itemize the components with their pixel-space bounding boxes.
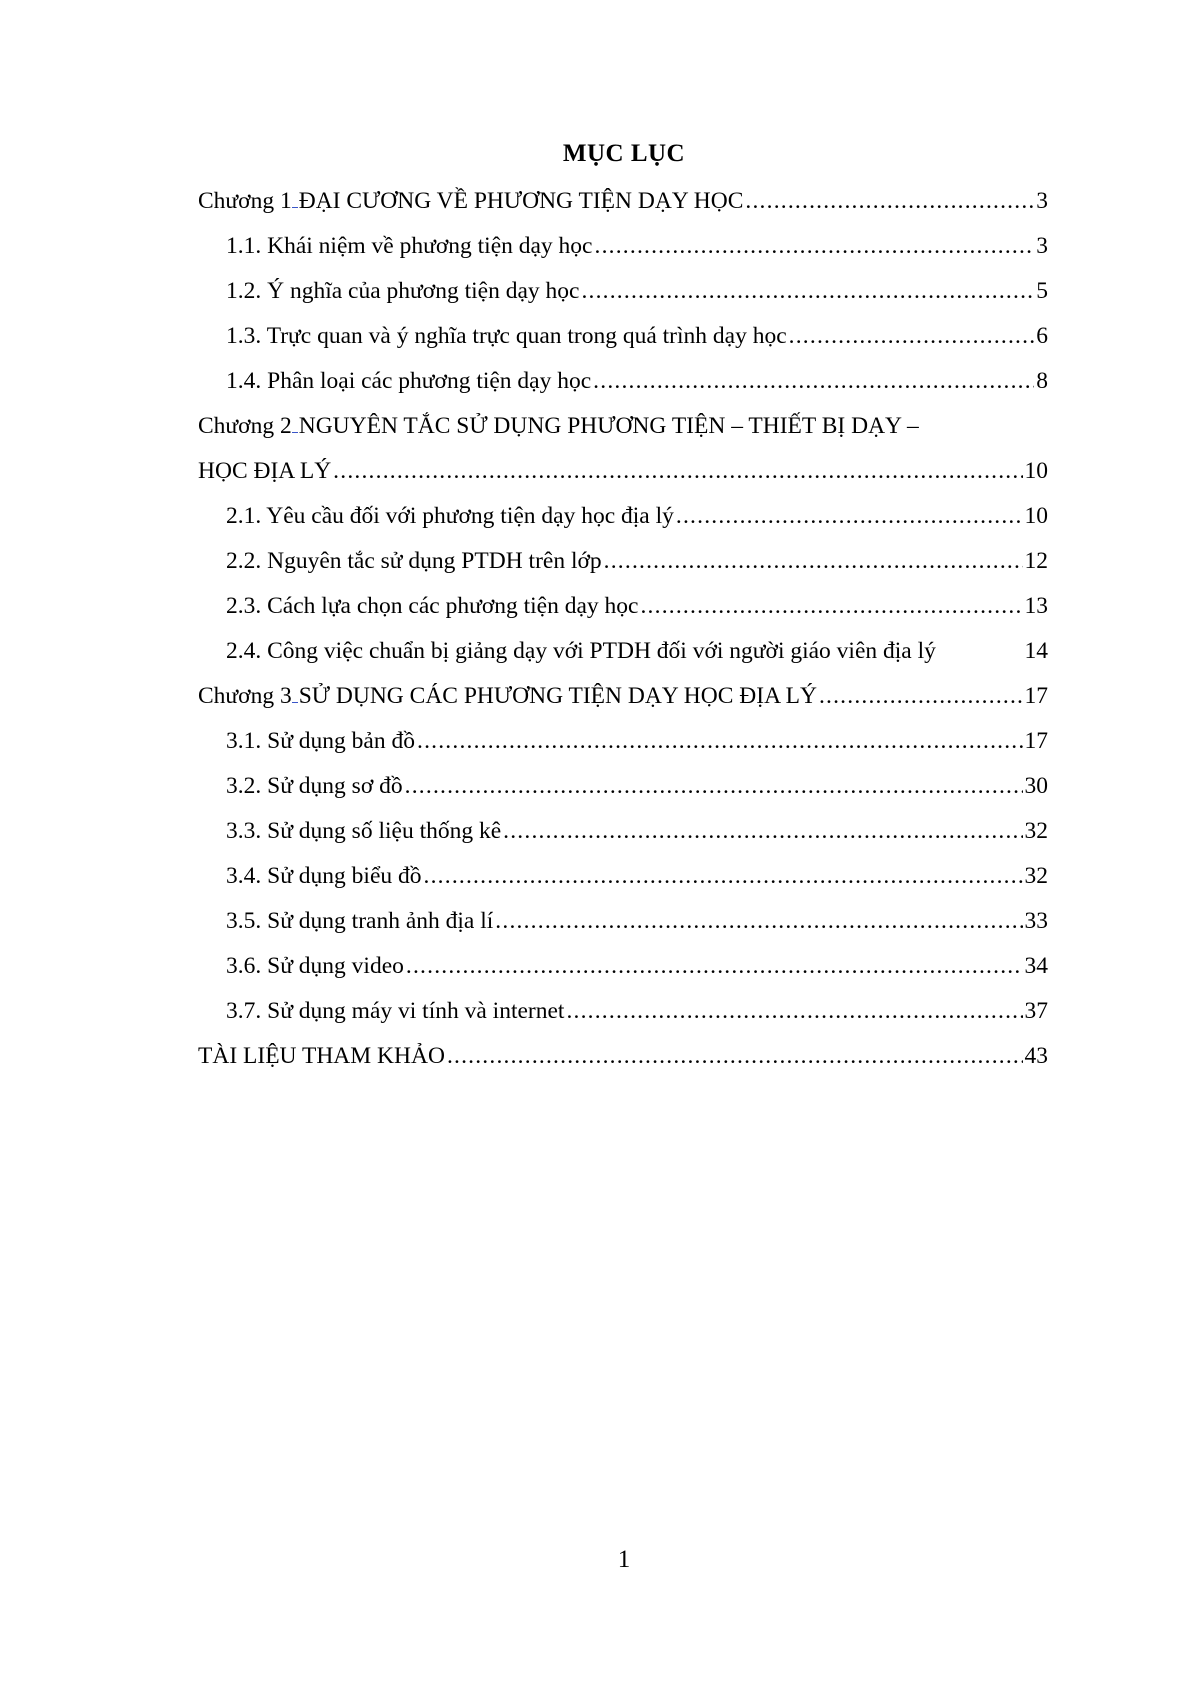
toc-entry-label: 1.4. Phân loại các phương tiện dạy học xyxy=(226,368,592,394)
toc-entry-chapter-2[interactable] xyxy=(198,404,1048,449)
toc-page-number: 30 xyxy=(1024,773,1048,799)
dot-leader xyxy=(745,179,1034,224)
toc-entry-label: 1.3. Trực quan và ý nghĩa trực quan trong quá trình dạy học xyxy=(226,323,787,349)
toc-page-number: 8 xyxy=(1036,368,1048,394)
toc-entry-2-1[interactable] xyxy=(198,494,1048,539)
chapter-title: NGUYÊN TẮC SỬ DỤNG PHƯƠNG TIỆN – THIẾT BỊ DẠY – xyxy=(298,413,919,439)
toc-entry-chapter-3[interactable] xyxy=(198,674,1048,719)
toc-entry-2-4[interactable] xyxy=(198,629,1048,674)
dot-leader xyxy=(640,584,1022,629)
toc-entry-3-2[interactable] xyxy=(198,764,1048,809)
toc-entry-3-7[interactable] xyxy=(198,989,1048,1034)
chapter-number: Chương 3 xyxy=(198,683,292,709)
toc-page-number: 12 xyxy=(1024,548,1048,574)
toc-page-number: 17 xyxy=(1024,728,1048,754)
toc-entry-3-4[interactable] xyxy=(198,854,1048,899)
toc-page-number: 43 xyxy=(1024,1043,1048,1069)
toc-entry-1-4[interactable] xyxy=(198,359,1048,404)
dot-leader xyxy=(595,224,1035,269)
page-number: 1 xyxy=(617,1546,631,1573)
toc-entry-chapter-1[interactable] xyxy=(198,179,1048,224)
toc-entry-label: 2.2. Nguyên tắc sử dụng PTDH trên lớp xyxy=(226,548,602,574)
toc-entry-chapter-2-cont[interactable] xyxy=(198,449,1048,494)
toc-entry-label: 1.2. Ý nghĩa của phương tiện dạy học xyxy=(226,278,580,304)
toc-entry-3-6[interactable] xyxy=(198,944,1048,989)
toc-entry-label: 3.3. Sử dụng số liệu thống kê xyxy=(226,818,502,844)
toc-entry-3-5[interactable] xyxy=(198,899,1048,944)
toc-entry-label: 2.4. Công việc chuẩn bị giảng dạy với PTDH đối với người giáo viên địa lý xyxy=(226,638,936,664)
toc-page-number: 33 xyxy=(1024,908,1048,934)
toc-entry-label: 3.1. Sử dụng bản đồ xyxy=(226,728,415,754)
toc-entry-2-3[interactable] xyxy=(198,584,1048,629)
dot-leader xyxy=(333,449,1022,494)
chapter-title: SỬ DỤNG CÁC PHƯƠNG TIỆN DẠY HỌC ĐỊA LÝ xyxy=(298,683,817,709)
chapter-number: Chương 2 xyxy=(198,413,292,439)
toc-entry-label xyxy=(198,179,743,224)
dot-leader xyxy=(495,899,1022,944)
chapter-number: Chương 1 xyxy=(198,188,292,214)
hyperlink-marker-icon xyxy=(292,418,298,433)
toc-entry-1-1[interactable] xyxy=(198,224,1048,269)
toc-page-number: 3 xyxy=(1036,188,1048,214)
dot-leader xyxy=(593,359,1034,404)
toc-page-number: 10 xyxy=(1024,503,1048,529)
toc-page-number: 14 xyxy=(1024,638,1048,664)
toc-entry-label: 3.5. Sử dụng tranh ảnh địa lí xyxy=(226,908,494,934)
dot-leader xyxy=(417,719,1023,764)
toc-entry-label: HỌC ĐỊA LÝ xyxy=(198,458,332,484)
toc-entry-references[interactable] xyxy=(198,1034,1048,1079)
toc-list xyxy=(198,179,1048,1079)
dot-leader xyxy=(447,1034,1023,1079)
toc-entry-2-2[interactable] xyxy=(198,539,1048,584)
toc-title: MỤC LỤC xyxy=(562,140,686,167)
toc-entry-3-1[interactable] xyxy=(198,719,1048,764)
toc-page-number: 10 xyxy=(1024,458,1048,484)
toc-page-number: 5 xyxy=(1036,278,1048,304)
dot-leader xyxy=(406,944,1023,989)
chapter-title: ĐẠI CƯƠNG VỀ PHƯƠNG TIỆN DẠY HỌC xyxy=(298,188,744,214)
toc-entry-label xyxy=(198,404,919,449)
hyperlink-marker-icon xyxy=(292,193,298,208)
toc-entry-label: 1.1. Khái niệm về phương tiện dạy học xyxy=(226,233,593,259)
toc-page-number: 3 xyxy=(1036,233,1048,259)
toc-page-number: 34 xyxy=(1024,953,1048,979)
dot-leader xyxy=(789,314,1035,359)
dot-leader xyxy=(566,989,1022,1034)
dot-leader xyxy=(604,539,1023,584)
toc-entry-label: 3.2. Sử dụng sơ đồ xyxy=(226,773,403,799)
toc-entry-label: 3.7. Sử dụng máy vi tính và internet xyxy=(226,998,565,1024)
dot-leader xyxy=(676,494,1023,539)
toc-entry-label: TÀI LIỆU THAM KHẢO xyxy=(198,1043,445,1069)
hyperlink-marker-icon xyxy=(292,688,298,703)
dot-leader xyxy=(405,764,1023,809)
toc-entry-label xyxy=(198,674,817,719)
toc-entry-label: 2.3. Cách lựa chọn các phương tiện dạy học xyxy=(226,593,639,619)
toc-entry-label: 2.1. Yêu cầu đối với phương tiện dạy học địa lý xyxy=(226,503,674,529)
dot-leader xyxy=(819,674,1023,719)
toc-page-number: 37 xyxy=(1024,998,1048,1024)
toc-entry-3-3[interactable] xyxy=(198,809,1048,854)
toc-entry-label: 3.6. Sử dụng video xyxy=(226,953,404,979)
toc-entry-1-2[interactable] xyxy=(198,269,1048,314)
dot-leader xyxy=(424,854,1023,899)
toc-entry-label: 3.4. Sử dụng biểu đồ xyxy=(226,863,422,889)
toc-page-number: 6 xyxy=(1036,323,1048,349)
toc-page-number: 32 xyxy=(1024,818,1048,844)
dot-leader xyxy=(581,269,1034,314)
toc-entry-1-3[interactable] xyxy=(198,314,1048,359)
dot-leader xyxy=(503,809,1022,854)
toc-page-number: 32 xyxy=(1024,863,1048,889)
toc-page-number: 17 xyxy=(1024,683,1048,709)
toc-page-number: 13 xyxy=(1024,593,1048,619)
